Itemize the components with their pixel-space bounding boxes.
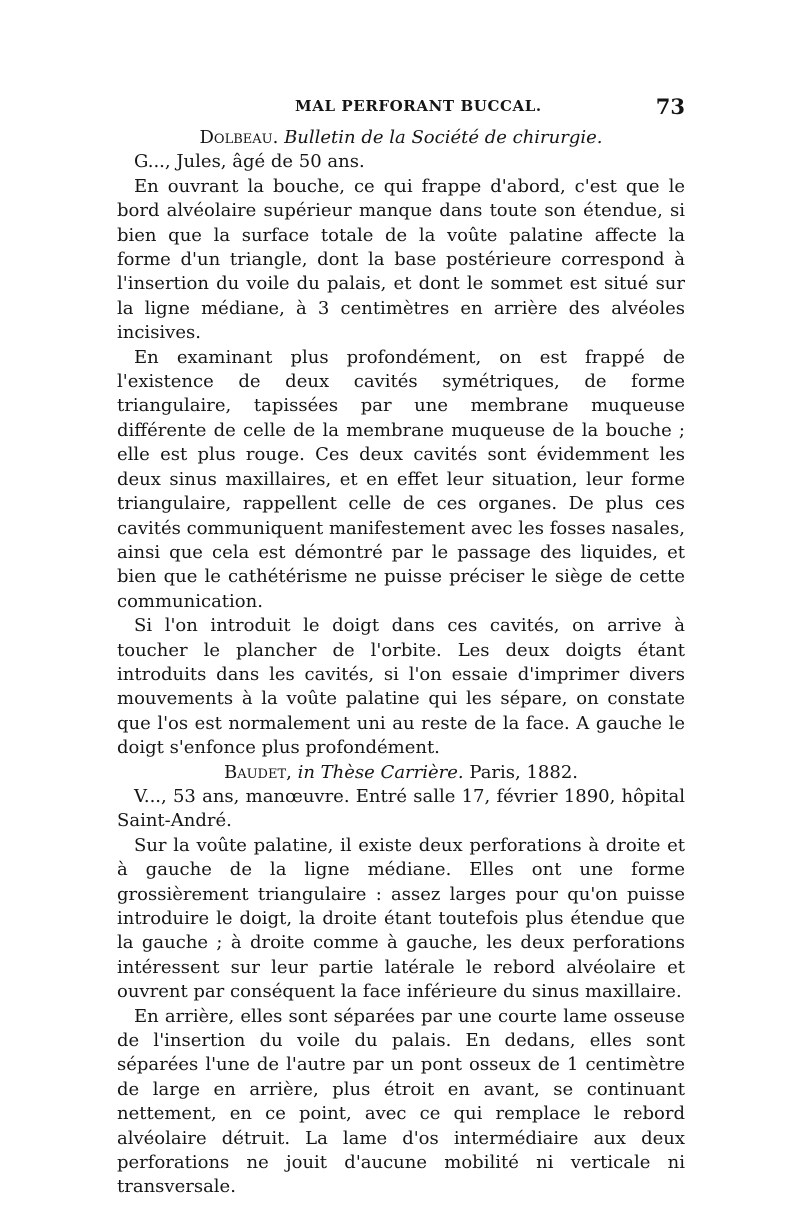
- case-patient-line: G..., Jules, âgé de 50 ans.: [134, 151, 365, 173]
- case-paragraph: En examinant plus profondément, on est frappé de l'existence de deux cavités symétriques, de forme triangulaire, tapissées par une membrane muqueuse différente de celle de la membrane muqueuse de la bouche ; elle est plus rouge. Ces deux cavités sont évidemment les deux sinus maxillaires, et en effet leur situation, leur forme triangulaire, rappellent celle de ces organes. De plus ces cavités communiquent manifestement avec les fosses nasales, ainsi que cela est démontré par le passage des liquides, et bien que le cathétérisme ne puisse préciser le siège de cette communication.: [117, 346, 685, 612]
- case-paragraph: En ouvrant la bouche, ce qui frappe d'abord, c'est que le bord alvéolaire supérieur manque dans toute son étendue, si bien que la surface totale de la voûte palatine affecte la forme d'un triangle, dont la base postérieure correspond à l'insertion du voile du palais, et dont le sommet est situé sur la ligne médiane, à 3 centimètres en arrière des alvéoles incisives.: [117, 175, 685, 344]
- reference-author: Dolbeau.: [199, 127, 279, 148]
- reference-heading-baudet: [117, 761, 685, 785]
- reference-author: Baudet,: [223, 761, 292, 783]
- running-title: MAL PERFORANT BUCCAL.: [295, 97, 542, 115]
- page-number: 73: [655, 94, 685, 119]
- running-head: [117, 94, 685, 120]
- reference-title: Bulletin de la Société de chirurgie.: [284, 127, 603, 148]
- reference-heading-dolbeau: [117, 126, 685, 150]
- reference-title: in Thèse Carrière.: [297, 761, 464, 783]
- case-paragraph: Sur la voûte palatine, il existe deux perforations à droite et à gauche de la ligne médiane. Elles ont une forme grossièrement triangulaire : assez larges pour qu'on puisse introduire le doigt, la droite étant toutefois plus étendue que la gauche ; à droite comme à gauche, les deux perforations intéressent sur leur partie latérale le rebord alvéolaire et ouvrent par conséquent la face inférieure du sinus maxillaire.: [117, 834, 685, 1003]
- main-text: [117, 126, 685, 1200]
- case-paragraph: En arrière, elles sont séparées par une courte lame osseuse de l'insertion du voile du palais. En dedans, elles sont séparées l'une de l'autre par un pont osseux de 1 centimètre de large en arrière, plus étroit en avant, se continuant nettement, en ce point, avec ce qui remplace le rebord alvéolaire détruit. La lame d'os intermédiaire aux deux perforations ne jouit d'aucune mobilité ni verticale ni transversale.: [117, 1005, 685, 1198]
- case-patient-line: V..., 53 ans, manœuvre. Entré salle 17, février 1890, hôpital Saint-André.: [117, 785, 685, 832]
- case-paragraph: Si l'on introduit le doigt dans ces cavités, on arrive à toucher le plancher de l'orbite. Les deux doigts étant introduits dans les cavités, si l'on essaie d'imprimer divers mouvements à la voûte palatine qui les sépare, on constate que l'os est normalement uni au reste de la face. A gauche le doigt s'enfonce plus profondément.: [117, 615, 685, 759]
- reference-place-year: Paris, 1882.: [469, 761, 578, 783]
